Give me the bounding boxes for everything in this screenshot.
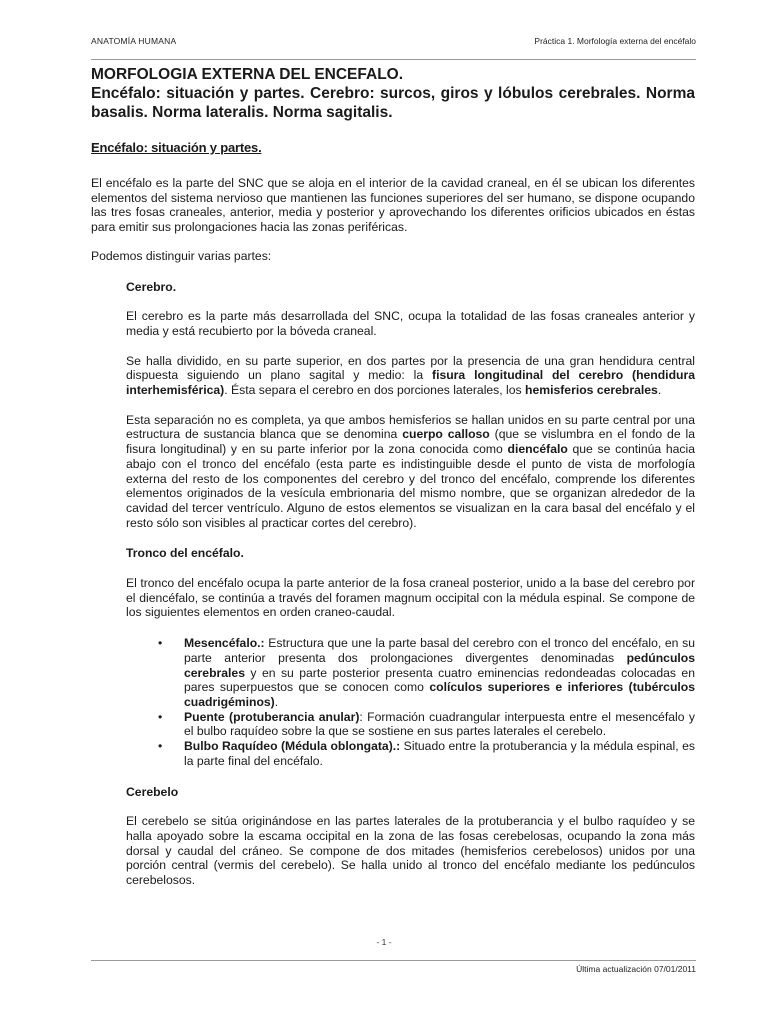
text-run: que se continúa hacia abajo con el tronco del encéfalo (esta parte es indistinguible desde el punto de vista de morfología externa del resto de los componentes del cerebro y del tronco del encéfalo, comprende los diferentes elementos originados de la vesícula embrionaria del mismo nombre, que se organizan alrededor de la cavidad del tercer ventrículo. Alguno de estos elementos se visualizan en la cara basal del encéfalo y el resto sólo son visibles al practicar cortes del cerebro).: [126, 442, 696, 530]
term-cuerpo-calloso: cuerpo calloso: [402, 427, 490, 442]
text-run: Esta separación no es completa, ya que ambos hemisferios se hallan unidos en su parte central por una estructura de sustancia blanca que se denomina: [126, 412, 695, 442]
section-heading: Encéfalo: situación y partes.: [91, 140, 262, 155]
term: Bulbo Raquídeo (Médula oblongata).:: [184, 739, 401, 754]
bullet: •: [158, 636, 163, 651]
page-header: [91, 36, 696, 50]
page-content: [91, 66, 695, 888]
intro-paragraph: El encéfalo es la parte del SNC que se aloja en el interior de la cavidad craneal, en él se ubican los diferentes elementos del sistema nervioso que mantienen las funciones superiores del ser humano, se dispone ocupando las tres fosas craneales, anterior, media y posterior y aprovechando los diferentes orificios ubicados en éstas para emitir sus prolongaciones hacia las zonas periféricas.: [91, 176, 695, 235]
term-fisura-longitudinal: fisura longitudinal del cerebro (hendidura interhemisférica): [126, 368, 695, 398]
page-number: - 1 -: [376, 937, 392, 947]
term-hemisferios: hemisferios cerebrales: [525, 383, 658, 398]
text-run: . Ésta separa el cerebro en dos porciones laterales, los: [224, 383, 526, 398]
term: Puente (protuberancia anular): [184, 709, 360, 724]
text-run: Se halla dividido, en su parte superior, en dos partes por la presencia de una gran hendidura central dispuesta siguiendo un plano sagital y medio: la: [126, 353, 695, 383]
text-run: Estructura que une la parte basal del cerebro con el tronco del encéfalo, en su parte anterior presenta dos prolongaciones divergentes denominadas: [184, 636, 695, 665]
document-title: MORFOLOGIA EXTERNA DEL ENCEFALO.: [91, 66, 404, 83]
text-run: .: [274, 694, 279, 709]
cerebro-heading: Cerebro.: [126, 279, 177, 294]
term: pedúnculos cerebrales: [184, 650, 695, 680]
footer-rule: [91, 960, 696, 961]
term: Mesencéfalo.:: [184, 636, 265, 651]
term: colículos superiores e inferiores (tubérculos cuadrigéminos): [184, 680, 695, 709]
text-run: : Formación cuadrangular interpuesta entre el mesencéfalo y el bulbo raquídeo sobre la que se sostiene en sus partes laterales el cerebelo.: [184, 709, 695, 739]
header-course: ANATOMÍA HUMANA: [91, 36, 177, 46]
header-practice-title: Práctica 1. Morfología externa del encéfalo: [534, 36, 696, 46]
header-rule: [91, 59, 696, 60]
tronco-paragraph: El tronco del encéfalo ocupa la parte anterior de la fosa craneal posterior, unido a la base del cerebro por el diencéfalo, se continúa a través del foramen magnum occipital con la médula espinal. Se compone de los siguientes elementos en orden craneo-caudal.: [126, 576, 695, 620]
tronco-section: [126, 546, 695, 620]
cerebro-section: [126, 280, 695, 531]
cerebelo-paragraph: El cerebelo se sitúa originándose en las partes laterales de la protuberancia y el bulbo raquídeo y se halla apoyado sobre la escama occipital en la zona de las fosas cerebelosas, ocupando la zona más dorsal y caudal del cráneo. Se compone de dos mitades (hemisferios cerebelosos) unidos por una porción central (vermis del cerebelo). Se halla unido al tronco del encéfalo mediante los pedúnculos cerebelosos.: [126, 814, 695, 888]
document-subtitle: Encéfalo: situación y partes. Cerebro: surcos, giros y lóbulos cerebrales. Norma basalis. Norma lateralis. Norma sagitalis.: [91, 85, 695, 121]
text-run: y en su parte posterior presenta cuatro eminencias redondeadas colocadas en pares superpuestos que se conocen como: [184, 665, 695, 695]
text-run: .: [657, 383, 662, 398]
cerebro-paragraph-2: [126, 354, 695, 398]
bullet: •: [158, 709, 163, 724]
cerebelo-section: [126, 785, 695, 888]
parts-intro: Podemos distinguir varias partes:: [91, 248, 272, 263]
list-item-puente: [126, 710, 695, 739]
cerebro-paragraph-3: [126, 413, 695, 531]
term-diencefalo: diencéfalo: [507, 442, 568, 457]
tronco-heading: Tronco del encéfalo.: [126, 546, 244, 561]
bullet: •: [158, 739, 163, 754]
cerebro-paragraph-1: El cerebro es la parte más desarrollada del SNC, ocupa la totalidad de las fosas craneales anterior y media y está recubierto por la bóveda craneal.: [126, 309, 695, 338]
text-run: (que se vislumbra en el fondo de la fisura longitudinal) y en su parte inferior por la zona conocida como: [126, 427, 695, 457]
list-item-bulbo: [126, 739, 695, 768]
tronco-list: [91, 636, 695, 768]
text-run: Situado entre la protuberancia y la médula espinal, es la parte final del encéfalo.: [184, 739, 695, 768]
list-item-mesencefalo: [126, 636, 695, 710]
cerebelo-heading: Cerebelo: [126, 784, 179, 799]
footer-last-updated: Última actualización 07/01/2011: [576, 964, 696, 974]
